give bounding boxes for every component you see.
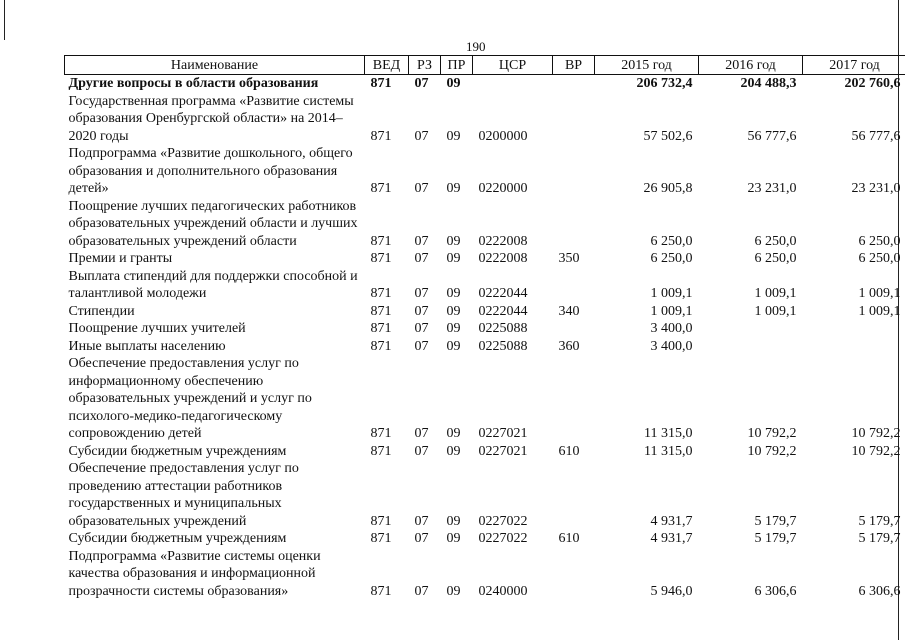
- cell-rz: 07: [414, 338, 429, 354]
- header-2017: 2017 год: [803, 56, 905, 75]
- cell-vr: 350: [558, 251, 580, 266]
- cell-csr: 0222044: [478, 286, 528, 301]
- header-2016: 2016 год: [699, 56, 803, 75]
- cell-ved: 871: [370, 303, 392, 319]
- cell-rz: 07: [414, 531, 429, 546]
- cell-2017: 5 179,7: [858, 531, 901, 546]
- cell-name: Стипендии: [68, 303, 135, 319]
- cell-2016: 10 792,2: [747, 443, 797, 459]
- cell-2015: 3 400,0: [650, 338, 693, 354]
- table-row: [65, 548, 905, 601]
- cell-vr: [553, 320, 595, 338]
- cell-name: Премии и гранты: [68, 251, 173, 266]
- cell-2016: 5 179,7: [754, 513, 797, 529]
- cell-vr: 360: [558, 338, 580, 354]
- cell-csr: 0225088: [478, 321, 528, 336]
- table-row: [65, 443, 905, 461]
- cell-vr: 610: [558, 531, 580, 546]
- cell-name: Субсидии бюджетным учреждениям: [68, 443, 287, 459]
- cell-name: Поощрение лучших учителей: [68, 321, 246, 336]
- budget-table: [64, 55, 905, 600]
- cell-2015: 6 250,0: [650, 251, 693, 266]
- header-name: Наименование: [65, 56, 365, 75]
- cell-2017: 1 009,1: [858, 303, 901, 319]
- cell-pr: 09: [446, 443, 461, 459]
- header-vr: ВР: [553, 56, 595, 75]
- cell-pr: 09: [446, 531, 461, 546]
- cell-ved: 871: [370, 251, 392, 266]
- page-number: 190: [466, 39, 486, 54]
- cell-pr: 09: [446, 303, 461, 319]
- cell-pr: 09: [446, 181, 461, 196]
- cell-rz: 07: [414, 303, 429, 319]
- table-row: [65, 355, 905, 443]
- cell-vr: [553, 93, 595, 146]
- cell-pr: 09: [446, 513, 461, 529]
- cell-rz: 07: [414, 233, 429, 249]
- cell-vr: [553, 268, 595, 303]
- cell-vr: 610: [558, 443, 580, 459]
- cell-name: Иные выплаты населению: [68, 338, 226, 354]
- cell-2016: 6 250,0: [754, 233, 797, 249]
- table-row: [65, 198, 905, 251]
- cell-2015: 5 946,0: [650, 583, 693, 599]
- cell-rz: 07: [414, 583, 429, 599]
- cell-rz: 07: [414, 251, 429, 266]
- cell-2017: 202 760,6: [844, 76, 901, 91]
- cell-2016: 56 777,6: [747, 128, 797, 144]
- cell-2017: 56 777,6: [851, 128, 901, 144]
- cell-csr: 0227022: [478, 531, 528, 546]
- cell-vr: [553, 145, 595, 198]
- cell-csr: 0240000: [478, 583, 528, 599]
- cell-2016: 1 009,1: [754, 303, 797, 319]
- cell-2015: 4 931,7: [650, 513, 693, 529]
- header-2015: 2015 год: [595, 56, 699, 75]
- cell-name: Обеспечение предоставления услуг по информационному обеспечению образовательных учреждений и услуг по психолого-медико-педагогическому сопровождению детей: [68, 356, 312, 441]
- cell-vr: [553, 548, 595, 601]
- cell-2016: [699, 338, 803, 356]
- cell-vr: [553, 75, 595, 93]
- table-header-row: [65, 56, 905, 75]
- cell-ved: 871: [370, 426, 392, 441]
- cell-2016: [699, 320, 803, 338]
- header-rz: РЗ: [409, 56, 441, 75]
- cell-2015: 11 315,0: [644, 443, 693, 459]
- cell-pr: 09: [446, 76, 461, 91]
- cell-rz: 07: [414, 76, 429, 91]
- table-row: [65, 530, 905, 548]
- cell-2016: 6 306,6: [754, 583, 797, 599]
- cell-pr: 09: [446, 286, 461, 301]
- cell-csr: 0222008: [478, 251, 528, 266]
- header-ved: ВЕД: [365, 56, 409, 75]
- table-row: [65, 93, 905, 146]
- cell-pr: 09: [446, 338, 461, 354]
- cell-2015: 11 315,0: [644, 426, 693, 441]
- cell-ved: 871: [370, 286, 392, 301]
- cell-name: Обеспечение предоставления услуг по проведению аттестации работников государственных и муниципальных образовательных учреждений: [68, 461, 299, 529]
- table-row: [65, 320, 905, 338]
- cell-vr: [553, 198, 595, 251]
- cell-ved: 871: [370, 583, 392, 599]
- cell-csr: 0225088: [478, 338, 528, 354]
- cell-rz: 07: [414, 426, 429, 441]
- cell-ved: 871: [370, 128, 392, 144]
- cell-ved: 871: [370, 233, 392, 249]
- cell-ved: 871: [370, 321, 392, 336]
- cell-name: Другие вопросы в области образования: [68, 76, 319, 91]
- cell-2017: 10 792,2: [851, 443, 901, 459]
- cell-name: Поощрение лучших педагогических работников образовательных учреждений области и лучших образовательных учреждений области: [68, 198, 358, 249]
- cell-pr: 09: [446, 251, 461, 266]
- cell-ved: 871: [370, 531, 392, 546]
- cell-2017: 5 179,7: [858, 513, 901, 529]
- cell-2015: 1 009,1: [650, 286, 693, 301]
- header-pr: ПР: [441, 56, 473, 75]
- cell-ved: 871: [370, 513, 392, 529]
- cell-2017: 6 250,0: [858, 233, 901, 249]
- cell-2015: 6 250,0: [650, 233, 693, 249]
- cell-2015: 1 009,1: [650, 303, 693, 319]
- cell-rz: 07: [414, 443, 429, 459]
- cell-name: Подпрограмма «Развитие системы оценки качества образования и информационной прозрачности системы образования»: [68, 548, 321, 599]
- cell-csr: 0227021: [478, 443, 528, 459]
- cell-2017: 6 250,0: [858, 251, 901, 266]
- cell-csr: [473, 75, 553, 93]
- cell-2015: 206 732,4: [636, 76, 693, 91]
- cell-csr: 0222044: [478, 303, 528, 319]
- cell-pr: 09: [446, 583, 461, 599]
- cell-2017: [803, 338, 905, 356]
- cell-ved: 871: [370, 181, 392, 196]
- cell-rz: 07: [414, 128, 429, 144]
- cell-pr: 09: [446, 321, 461, 336]
- cell-vr: 340: [558, 303, 580, 319]
- cell-csr: 0200000: [478, 128, 528, 144]
- cell-2016: 6 250,0: [754, 251, 797, 266]
- table-row: [65, 145, 905, 198]
- cell-2015: 57 502,6: [643, 128, 693, 144]
- cell-rz: 07: [414, 181, 429, 196]
- cell-name: Подпрограмма «Развитие дошкольного, общего образования и дополнительного образования детей»: [68, 146, 353, 196]
- cell-ved: 871: [370, 76, 392, 91]
- cell-rz: 07: [414, 286, 429, 301]
- table-row: [65, 303, 905, 321]
- cell-vr: [553, 355, 595, 443]
- cell-2016: 204 488,3: [740, 76, 797, 91]
- cell-2017: 1 009,1: [858, 286, 901, 301]
- cell-ved: 871: [370, 443, 392, 459]
- cell-csr: 0227022: [478, 513, 528, 529]
- cell-2015: 26 905,8: [643, 181, 693, 196]
- cell-2017: [803, 320, 905, 338]
- cell-rz: 07: [414, 513, 429, 529]
- header-csr: ЦСР: [473, 56, 553, 75]
- cell-2015: 3 400,0: [650, 321, 693, 336]
- cell-pr: 09: [446, 233, 461, 249]
- table-body: [65, 75, 905, 601]
- cell-pr: 09: [446, 426, 461, 441]
- table-row: [65, 75, 905, 93]
- cell-name: Субсидии бюджетным учреждениям: [68, 531, 287, 546]
- cell-csr: 0220000: [478, 181, 528, 196]
- cell-2016: 10 792,2: [747, 426, 797, 441]
- cell-2016: 23 231,0: [747, 181, 797, 196]
- table-row: [65, 460, 905, 530]
- cell-2017: 10 792,2: [851, 426, 901, 441]
- table-row: [65, 338, 905, 356]
- cell-rz: 07: [414, 321, 429, 336]
- cell-csr: 0222008: [478, 233, 528, 249]
- table-row: [65, 268, 905, 303]
- cell-2017: 23 231,0: [851, 181, 901, 196]
- cell-vr: [553, 460, 595, 530]
- cell-2016: 1 009,1: [754, 286, 797, 301]
- table-row: [65, 250, 905, 268]
- cell-2016: 5 179,7: [754, 531, 797, 546]
- scan-edge-left: [4, 0, 5, 40]
- cell-csr: 0227021: [478, 426, 528, 441]
- cell-2017: 6 306,6: [858, 583, 901, 599]
- cell-ved: 871: [370, 338, 392, 354]
- cell-name: Государственная программа «Развитие системы образования Оренбургской области» на 2014–2020 годы: [68, 93, 354, 144]
- cell-pr: 09: [446, 128, 461, 144]
- cell-name: Выплата стипендий для поддержки способной и талантливой молодежи: [68, 268, 358, 301]
- cell-2015: 4 931,7: [650, 531, 693, 546]
